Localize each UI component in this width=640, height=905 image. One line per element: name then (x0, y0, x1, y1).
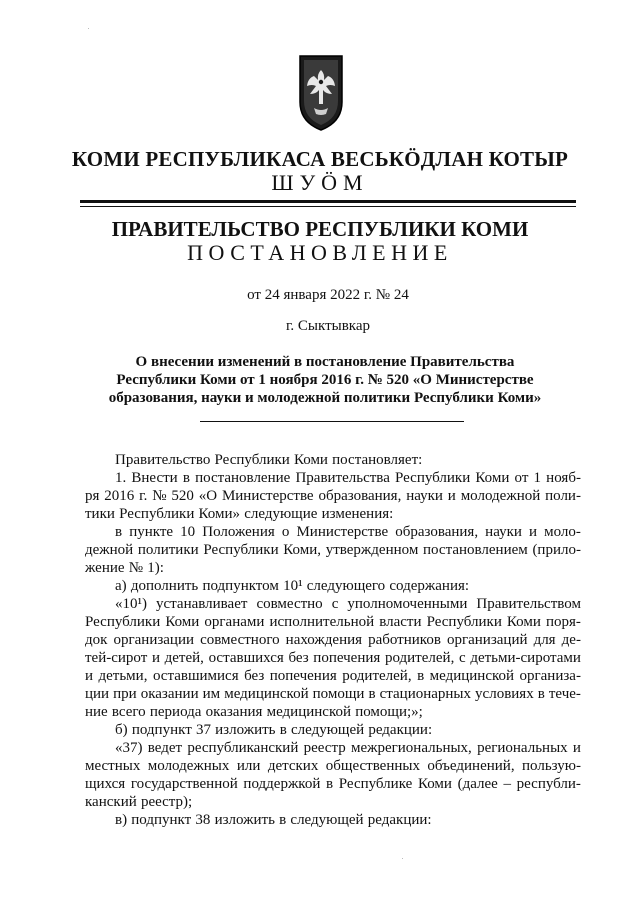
body-line (85, 811, 581, 829)
body-line (85, 703, 581, 721)
body-word: Коми (475, 470, 510, 486)
body-word: Республики (214, 452, 290, 468)
body-word: реестр (303, 740, 346, 756)
body-word: организаций (446, 632, 528, 648)
body-word: медицинской (224, 686, 309, 702)
body-word: 10¹ (283, 578, 303, 594)
body-word: и (529, 524, 538, 540)
body-word: в (279, 812, 287, 828)
body-word: без (288, 650, 309, 666)
body-word: тече- (548, 686, 581, 702)
body-word: 520 (171, 488, 194, 504)
body-word: в (279, 722, 287, 738)
body-word: док (85, 632, 108, 648)
body-word: родителей, (384, 650, 455, 666)
body-word: без (244, 668, 265, 684)
body-word: при (113, 686, 137, 702)
body-word: им (202, 686, 221, 702)
body-word: условиях (475, 686, 534, 702)
body-line (85, 613, 581, 631)
header-divider-thin (80, 206, 576, 207)
document-date-number: от 24 января 2022 г. № 24 (247, 287, 409, 303)
body-line (85, 523, 581, 541)
body-word: утвержденном (325, 542, 419, 558)
body-word: Правительство (115, 452, 211, 468)
body-line (85, 739, 581, 757)
body-word: поря- (546, 614, 581, 630)
body-word: ря (85, 488, 100, 504)
body-line (85, 505, 581, 523)
document-city: г. Сыктывкар (285, 318, 371, 334)
body-word: Коми (293, 452, 328, 468)
title-line: образования, науки и молодежной политики Республики Коми» (108, 390, 542, 406)
body-word: и (85, 668, 94, 684)
body-word: организа- (519, 668, 581, 684)
body-word: Республике (338, 776, 413, 792)
body-word: Республики (85, 614, 161, 630)
body-word: детских (267, 758, 319, 774)
body-word: Внести (131, 470, 178, 486)
body-word: моло- (544, 524, 581, 540)
komi-coat-of-arms-icon (296, 52, 346, 132)
body-word: Коми (165, 614, 200, 630)
body-word: нояб- (546, 470, 581, 486)
body-word: тей-сирот (85, 650, 148, 666)
body-word: в (368, 686, 376, 702)
body-word: постановлением (423, 542, 528, 558)
body-word: в (417, 668, 425, 684)
body-word: редакции: (367, 812, 432, 828)
body-line (85, 595, 581, 613)
body-word: реестр); (140, 794, 193, 810)
body-word: оказании (140, 686, 199, 702)
body-word: власти (379, 614, 422, 630)
body-word: поддержкой (243, 776, 321, 792)
body-word: б) (115, 722, 128, 738)
body-word: ведет (147, 740, 183, 756)
body-word: оказания (205, 704, 263, 720)
body-word: Республики (395, 470, 471, 486)
body-word: Министерстве (221, 488, 314, 504)
body-word: республиканский (187, 740, 299, 756)
body-word: попечения (313, 650, 381, 666)
body-word: или (236, 758, 261, 774)
body-word: (прило- (532, 542, 581, 558)
body-word: щихся (85, 776, 126, 792)
body-word: стационарных (379, 686, 472, 702)
body-word: Министерстве (296, 524, 389, 540)
body-word: межрегиональных, (350, 740, 472, 756)
body-word: тики (85, 506, 115, 522)
body-word: де- (561, 632, 581, 648)
body-word: и (447, 488, 456, 504)
body-word: г. (139, 488, 148, 504)
body-word: 1): (147, 560, 164, 576)
body-word: Республики (119, 506, 195, 522)
body-line (85, 721, 581, 739)
title-line: О внесении изменений в постановление Правительства (135, 354, 515, 370)
body-word: редакции: (368, 722, 433, 738)
body-word: изложить (215, 722, 276, 738)
body-word: помощи (312, 686, 365, 702)
body-word: и (151, 650, 160, 666)
title-line: Республики Коми от 1 ноября 2016 г. № 520 «О Министерстве (116, 372, 534, 388)
body-word: Коми, (283, 542, 322, 558)
body-line (85, 469, 581, 487)
body-word: объединений, (427, 758, 515, 774)
body-word: детьми-сиротами (470, 650, 581, 666)
body-word: всего (111, 704, 146, 720)
body-line (85, 793, 581, 811)
body-word: поли- (545, 488, 581, 504)
body-word: в (326, 776, 334, 792)
body-word: канский (85, 794, 137, 810)
body-word: попечения (269, 668, 337, 684)
body-word: периода (149, 704, 202, 720)
body-word: образования, (395, 524, 479, 540)
body-word: государственной (130, 776, 238, 792)
body-word: и (572, 740, 581, 756)
document-body (85, 451, 581, 829)
body-word: Положения (202, 524, 275, 540)
body-word: подпунктом (202, 578, 279, 594)
body-word: 2016 (104, 488, 135, 504)
body-word: уполномоченными (347, 596, 468, 612)
body-word: «10¹) (115, 596, 147, 612)
body-word: оставшихся (208, 650, 284, 666)
body-word: – (503, 776, 511, 792)
body-word: оставшимися (152, 668, 239, 684)
body-word: о (281, 524, 290, 540)
body-word: Правительства (295, 470, 390, 486)
body-word: региональных (477, 740, 568, 756)
body-word: организации (113, 632, 195, 648)
document-type: ПОСТАНОВЛЕНИЕ (187, 240, 453, 265)
body-line (85, 775, 581, 793)
body-word: ние (85, 704, 108, 720)
header-divider-thick (80, 200, 576, 203)
body-word: Коми (506, 614, 541, 630)
body-word: политики (137, 542, 199, 558)
body-line (85, 757, 581, 775)
body-word: (далее (457, 776, 498, 792)
body-line (85, 649, 581, 667)
body-word: ции (85, 686, 110, 702)
body-word: от (514, 470, 529, 486)
body-word: следующей (290, 812, 364, 828)
body-word: органами (204, 614, 265, 630)
body-word: следующего (306, 578, 386, 594)
body-word: содержания: (389, 578, 470, 594)
body-word: Коми (417, 776, 452, 792)
body-word: № (128, 560, 144, 576)
body-word: постановляет: (332, 452, 423, 468)
body-word: Правительством (476, 596, 581, 612)
body-line (85, 559, 581, 577)
body-word: науки (406, 488, 443, 504)
body-word: медицинской (429, 668, 515, 684)
body-word: 1. (115, 470, 127, 486)
body-word: медицинской (266, 704, 351, 720)
body-word: следующей (290, 722, 365, 738)
body-word: изменения: (321, 506, 394, 522)
body-line (85, 631, 581, 649)
body-word: молодежной (460, 488, 541, 504)
body-word: молодежных (147, 758, 230, 774)
body-line (85, 577, 581, 595)
body-word: исполнительной (269, 614, 375, 630)
body-word: Республики (203, 542, 279, 558)
body-word: в (182, 470, 190, 486)
body-word: пункте (129, 524, 174, 540)
body-line (85, 487, 581, 505)
body-word: детей, (164, 650, 204, 666)
body-word: дополнить (130, 578, 199, 594)
body-word: общественных (325, 758, 420, 774)
komi-header-subtitle: ШУӦМ (271, 170, 369, 195)
body-word: с (458, 650, 466, 666)
body-word: следующие (244, 506, 318, 522)
body-word: помощи;»; (355, 704, 423, 720)
body-line (85, 451, 581, 469)
title-underline (200, 421, 464, 422)
body-word: совместно (256, 596, 323, 612)
body-word: «О (198, 488, 218, 504)
body-word: подпункт (131, 722, 192, 738)
body-word: детьми, (98, 668, 148, 684)
body-word: изложить (214, 812, 275, 828)
body-word: 37 (195, 722, 211, 738)
komi-header-title: КОМИ РЕСПУБЛИКАСА ВЕСЬКӦДЛАН КОТЫР (71, 147, 569, 171)
body-word: 1 (533, 470, 542, 486)
body-word: дежной (85, 542, 134, 558)
body-word: местных (85, 758, 141, 774)
body-word: Коми» (198, 506, 241, 522)
body-word: для (533, 632, 556, 648)
body-word: подпункт (131, 812, 192, 828)
body-word: родителей, (342, 668, 412, 684)
body-word: республи- (516, 776, 581, 792)
body-word: а) (115, 578, 127, 594)
body-word: образования, (318, 488, 402, 504)
body-word: в (115, 524, 123, 540)
body-word: в) (115, 812, 128, 828)
body-word: «37) (115, 740, 143, 756)
scan-speck (402, 858, 403, 859)
body-word: в (537, 686, 545, 702)
body-word: пользую- (522, 758, 581, 774)
body-word: № (152, 488, 167, 504)
body-word: жение (85, 560, 125, 576)
government-title: ПРАВИТЕЛЬСТВО РЕСПУБЛИКИ КОМИ (111, 217, 529, 241)
body-word: совместного (200, 632, 280, 648)
body-line (85, 541, 581, 559)
body-line (85, 685, 581, 703)
body-word: 38 (195, 812, 211, 828)
scan-speck (88, 28, 89, 29)
body-word: науки (485, 524, 522, 540)
body-word: нахождения (285, 632, 363, 648)
body-line (85, 667, 581, 685)
body-word: работников (368, 632, 441, 648)
body-word: Республики (426, 614, 502, 630)
document-subject-title (90, 353, 560, 407)
body-word: 10 (180, 524, 196, 540)
body-word: постановление (195, 470, 291, 486)
body-word: устанавливает (156, 596, 248, 612)
body-word: с (331, 596, 339, 612)
